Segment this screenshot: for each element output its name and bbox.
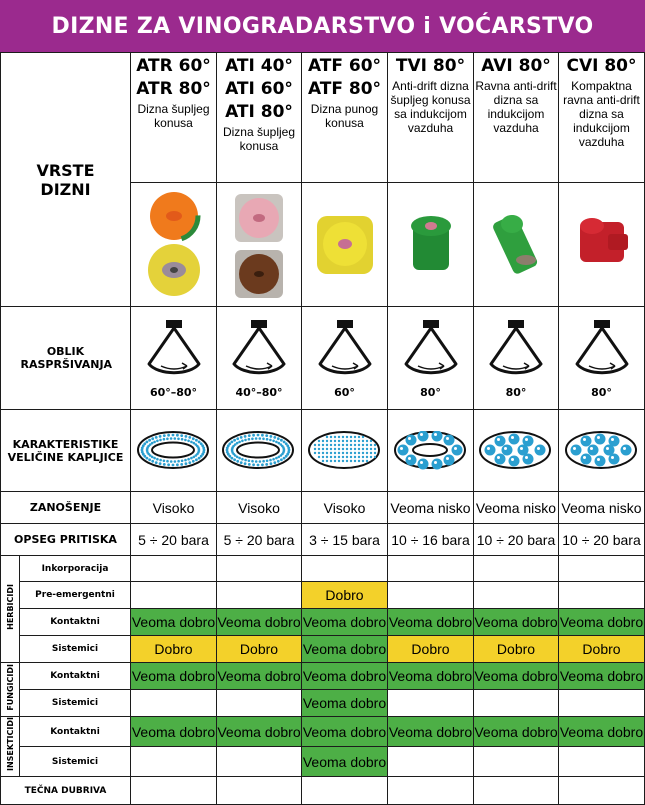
empty-cell	[559, 777, 645, 805]
nozzle-photo-icon	[411, 216, 451, 270]
group-label-insekticidi: INSEKTICIDI	[1, 717, 20, 777]
rating-cell: Veoma dobro	[217, 609, 302, 636]
droplet-cell	[474, 410, 559, 492]
opseg-value: 10 ÷ 16 bara	[388, 524, 474, 556]
empty-cell	[559, 582, 645, 609]
nozzle-photo-icon	[235, 194, 283, 298]
spray-pattern-cell	[474, 307, 559, 410]
empty-cell	[131, 690, 217, 717]
sub-label-kontaktni: Kontaktni	[20, 609, 131, 636]
empty-cell	[474, 556, 559, 582]
nozzle-image-3	[302, 183, 388, 307]
nozzle-header-3: ATF 60° ATF 80° Dizna punog konusa	[302, 53, 388, 183]
empty-cell	[388, 747, 474, 777]
rating-cell: Veoma dobro	[302, 717, 388, 747]
empty-cell	[302, 777, 388, 805]
rating-cell: Veoma dobro	[302, 690, 388, 717]
empty-cell	[388, 556, 474, 582]
empty-cell	[217, 582, 302, 609]
empty-cell	[474, 747, 559, 777]
nozzle-header-6: CVI 80° Kompaktna ravna anti-drift dizna sa indukcijom vazduha	[559, 53, 645, 183]
row-label-opseg: OPSEG PRITISKA	[1, 524, 131, 556]
nozzle-header-4: TVI 80° Anti-drift dizna šupljeg konusa sa indukcijom vazduha	[388, 53, 474, 183]
empty-cell	[131, 556, 217, 582]
droplet-coarse-icon	[564, 431, 640, 471]
empty-cell	[559, 747, 645, 777]
droplet-cell	[217, 410, 302, 492]
nozzle-image-4	[388, 183, 474, 307]
empty-cell	[474, 777, 559, 805]
spray-pattern-cell	[559, 307, 645, 410]
sub-label-sistemici: Sistemici	[20, 636, 131, 663]
empty-cell	[559, 690, 645, 717]
empty-cell	[388, 582, 474, 609]
rating-cell: Veoma dobro	[131, 663, 217, 690]
nozzle-image-1	[131, 183, 217, 307]
droplet-cell	[302, 410, 388, 492]
spray-pattern-icon	[567, 318, 637, 388]
empty-cell	[474, 690, 559, 717]
zanosenje-value: Veoma nisko	[388, 492, 474, 524]
zanosenje-value: Visoko	[131, 492, 217, 524]
rating-cell: Veoma dobro	[474, 609, 559, 636]
rating-cell: Veoma dobro	[217, 663, 302, 690]
row-label-vrste-dizni: VRSTE DIZNI	[1, 53, 131, 307]
droplet-hollow-icon	[221, 431, 297, 471]
nozzle-image-2	[217, 183, 302, 307]
droplet-coarse-icon	[478, 431, 554, 471]
opseg-value: 3 ÷ 15 bara	[302, 524, 388, 556]
empty-cell	[474, 582, 559, 609]
nozzle-image-5	[474, 183, 559, 307]
page-title: DIZNE ZA VINOGRADARSTVO i VOĆARSTVO	[51, 13, 594, 39]
rating-cell: Veoma dobro	[302, 609, 388, 636]
rating-cell: Veoma dobro	[559, 717, 645, 747]
group-label-herbicidi: HERBICIDI	[1, 556, 20, 663]
rating-cell: Veoma dobro	[131, 717, 217, 747]
spray-pattern-icon	[310, 318, 380, 388]
empty-cell	[388, 777, 474, 805]
droplet-cell	[559, 410, 645, 492]
spray-angle-label: 40°–80°	[235, 385, 283, 399]
rating-cell: Veoma dobro	[474, 663, 559, 690]
nozzle-photo-icon	[491, 213, 538, 275]
nozzle-table	[0, 52, 645, 805]
nozzle-photo-icon	[580, 218, 628, 262]
nozzle-header-5: AVI 80° Ravna anti-drift dizna sa indukcijom vazduha	[474, 53, 559, 183]
spray-pattern-cell	[302, 307, 388, 410]
rating-cell: Veoma dobro	[217, 717, 302, 747]
sub-label-sistemici: Sistemici	[20, 690, 131, 717]
droplet-coarse-icon	[393, 431, 469, 471]
row-label-tecna: TEČNA DUBRIVA	[1, 777, 131, 805]
rating-cell: Veoma dobro	[388, 663, 474, 690]
rating-cell: Veoma dobro	[302, 747, 388, 777]
zanosenje-value: Visoko	[302, 492, 388, 524]
rating-cell: Veoma dobro	[388, 717, 474, 747]
empty-cell	[217, 556, 302, 582]
empty-cell	[131, 747, 217, 777]
rating-cell: Dobro	[474, 636, 559, 663]
spray-pattern-icon	[139, 318, 209, 388]
rating-cell: Dobro	[388, 636, 474, 663]
rating-cell: Dobro	[217, 636, 302, 663]
spray-pattern-cell	[131, 307, 217, 410]
sub-label-kontaktni: Kontaktni	[20, 717, 131, 747]
droplet-full-icon	[307, 431, 383, 471]
spray-angle-label: 60°	[334, 385, 355, 399]
rating-cell: Veoma dobro	[559, 663, 645, 690]
sub-label-sistemici: Sistemici	[20, 747, 131, 777]
empty-cell	[302, 556, 388, 582]
spray-pattern-icon	[224, 318, 294, 388]
nozzle-photo-icon	[148, 192, 200, 296]
rating-cell: Veoma dobro	[474, 717, 559, 747]
spray-angle-label: 80°	[591, 385, 612, 399]
group-label-fungicidi: FUNGICIDI	[1, 663, 20, 717]
rating-cell: Dobro	[559, 636, 645, 663]
spray-pattern-icon	[481, 318, 551, 388]
spray-pattern-icon	[396, 318, 466, 388]
opseg-value: 5 ÷ 20 bara	[131, 524, 217, 556]
rating-cell: Veoma dobro	[388, 609, 474, 636]
droplet-hollow-icon	[136, 431, 212, 471]
spray-angle-label: 80°	[420, 385, 441, 399]
rating-cell: Dobro	[302, 582, 388, 609]
empty-cell	[131, 582, 217, 609]
rating-cell: Veoma dobro	[302, 636, 388, 663]
rating-cell: Veoma dobro	[302, 663, 388, 690]
empty-cell	[217, 690, 302, 717]
row-label-oblik: OBLIK RASPRŠIVANJA	[1, 307, 131, 410]
nozzle-header-1: ATR 60° ATR 80° Dizna šupljeg konusa	[131, 53, 217, 183]
empty-cell	[131, 777, 217, 805]
rating-cell: Veoma dobro	[559, 609, 645, 636]
empty-cell	[217, 747, 302, 777]
zanosenje-value: Veoma nisko	[559, 492, 645, 524]
sub-label-kontaktni: Kontaktni	[20, 663, 131, 690]
spray-angle-label: 80°	[505, 385, 527, 399]
opseg-value: 10 ÷ 20 bara	[474, 524, 559, 556]
opseg-value: 5 ÷ 20 bara	[217, 524, 302, 556]
empty-cell	[388, 690, 474, 717]
row-label-karakteristike: KARAKTERISTIKE VELIČINE KAPLJICE	[1, 410, 131, 492]
spray-pattern-cell	[388, 307, 474, 410]
sub-label-pre_emergentni: Pre-emergentni	[20, 582, 131, 609]
spray-pattern-cell	[217, 307, 302, 410]
empty-cell	[217, 777, 302, 805]
opseg-value: 10 ÷ 20 bara	[559, 524, 645, 556]
sub-label-inkorporacija: Inkorporacija	[20, 556, 131, 582]
nozzle-header-2: ATI 40° ATI 60° ATI 80° Dizna šupljeg konusa	[217, 53, 302, 183]
spray-angle-label: 60°–80°	[149, 385, 198, 399]
zanosenje-value: Veoma nisko	[474, 492, 559, 524]
nozzle-image-6	[559, 183, 645, 307]
empty-cell	[559, 556, 645, 582]
rating-cell: Veoma dobro	[131, 609, 217, 636]
droplet-cell	[388, 410, 474, 492]
table-header	[0, 0, 645, 52]
rating-cell: Dobro	[131, 636, 217, 663]
zanosenje-value: Visoko	[217, 492, 302, 524]
nozzle-photo-icon	[317, 216, 373, 274]
droplet-cell	[131, 410, 217, 492]
row-label-zanosenje: ZANOŠENJE	[1, 492, 131, 524]
